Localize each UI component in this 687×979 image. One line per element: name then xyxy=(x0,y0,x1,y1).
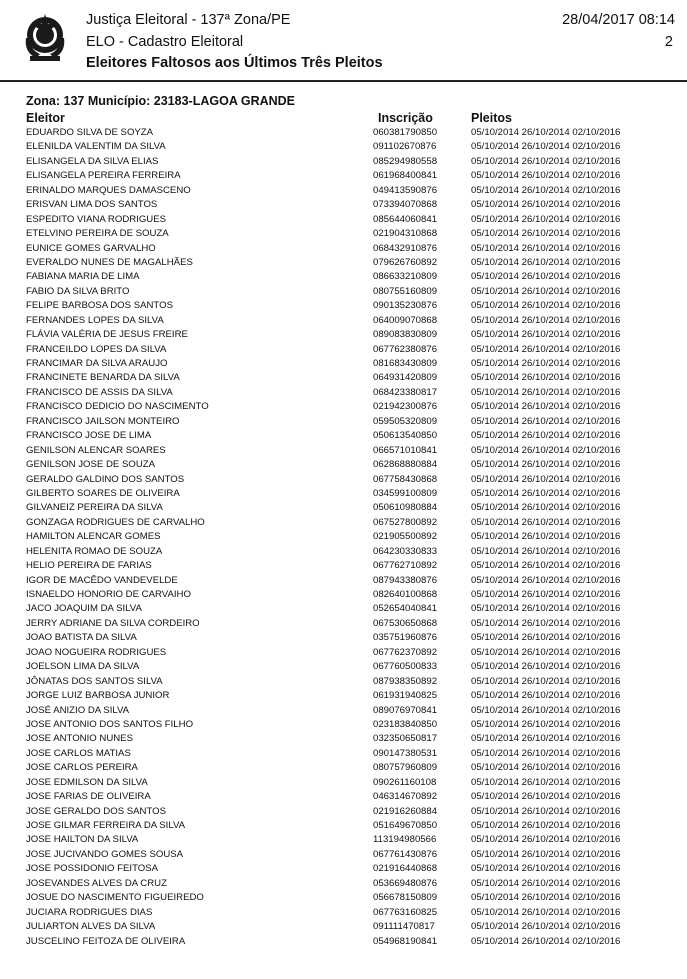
table-row xyxy=(0,429,687,443)
table-row xyxy=(0,877,687,891)
voter-name: JOSE ANTONIO NUNES xyxy=(26,733,133,745)
table-row xyxy=(0,458,687,472)
voter-name: HELIO PEREIRA DE FARIAS xyxy=(26,560,152,572)
voter-registration: 090135230876 xyxy=(373,300,438,312)
voter-name: JUCIARA RODRIGUES DIAS xyxy=(26,906,153,918)
voter-name: FABIANA MARIA DE LIMA xyxy=(26,271,140,283)
voter-name: IGOR DE MACÊDO VANDEVELDE xyxy=(26,574,178,586)
voter-registration: 067530650868 xyxy=(373,617,438,629)
voter-registration: 021916260884 xyxy=(373,805,438,817)
voter-name: ELISANGELA DA SILVA ELIAS xyxy=(26,155,159,167)
voter-elections: 05/10/2014 26/10/2014 02/10/2016 xyxy=(471,199,621,211)
voter-registration: 049413590876 xyxy=(373,184,438,196)
voter-name: GERALDO GALDINO DOS SANTOS xyxy=(26,473,185,485)
table-row xyxy=(0,588,687,602)
voter-registration: 089083830809 xyxy=(373,329,438,341)
table-row xyxy=(0,660,687,674)
table-row xyxy=(0,935,687,949)
voter-registration: 089076970841 xyxy=(373,704,438,716)
table-row xyxy=(0,140,687,154)
table-row xyxy=(0,270,687,284)
voter-elections: 05/10/2014 26/10/2014 02/10/2016 xyxy=(471,646,621,658)
voter-name: EVERALDO NUNES DE MAGALHÃES xyxy=(26,256,193,268)
table-row xyxy=(0,559,687,573)
table-row xyxy=(0,732,687,746)
table-row xyxy=(0,155,687,169)
voter-name: JOSUE DO NASCIMENTO FIGUEIREDO xyxy=(26,892,204,904)
table-row xyxy=(0,891,687,905)
voter-registration: 021905500892 xyxy=(373,531,438,543)
voter-elections: 05/10/2014 26/10/2014 02/10/2016 xyxy=(471,300,621,312)
voter-elections: 05/10/2014 26/10/2014 02/10/2016 xyxy=(471,271,621,283)
coat-of-arms-icon xyxy=(22,8,68,66)
voter-name: ERINALDO MARQUES DAMASCENO xyxy=(26,184,191,196)
table-row xyxy=(0,285,687,299)
voter-elections: 05/10/2014 26/10/2014 02/10/2016 xyxy=(471,574,621,586)
voter-elections: 05/10/2014 26/10/2014 02/10/2016 xyxy=(471,228,621,240)
voter-name: ETELVINO PEREIRA DE SOUZA xyxy=(26,228,169,240)
page-number: 2 xyxy=(664,34,673,50)
table-row xyxy=(0,444,687,458)
report-title: Eleitores Faltosos aos Últimos Três Pleitos xyxy=(86,55,383,71)
voter-elections: 05/10/2014 26/10/2014 02/10/2016 xyxy=(471,848,621,860)
table-row xyxy=(0,299,687,313)
voter-registration: 068432910876 xyxy=(373,242,438,254)
voter-registration: 066571010841 xyxy=(373,444,438,456)
voter-name: JOSE CARLOS PEREIRA xyxy=(26,762,138,774)
voter-elections: 05/10/2014 26/10/2014 02/10/2016 xyxy=(471,805,621,817)
table-row xyxy=(0,386,687,400)
voter-name: JOAO NOGUEIRA RODRIGUES xyxy=(26,646,167,658)
voter-registration: 061968400841 xyxy=(373,170,438,182)
table-row xyxy=(0,718,687,732)
table-row xyxy=(0,617,687,631)
voter-registration: 080757960809 xyxy=(373,762,438,774)
voter-elections: 05/10/2014 26/10/2014 02/10/2016 xyxy=(471,632,621,644)
voter-name: FLÁVIA VALÉRIA DE JESUS FREIRE xyxy=(26,329,188,341)
voter-registration: 086633210809 xyxy=(373,271,438,283)
voter-registration: 087943380876 xyxy=(373,574,438,586)
table-row xyxy=(0,631,687,645)
table-row xyxy=(0,545,687,559)
voter-name: GILBERTO SOARES DE OLIVEIRA xyxy=(26,487,180,499)
voter-name: ELENILDA VALENTIM DA SILVA xyxy=(26,141,166,153)
voter-name: GILVANEIZ PEREIRA DA SILVA xyxy=(26,502,163,514)
voter-name: JOSE JUCIVANDO GOMES SOUSA xyxy=(26,848,184,860)
table-row xyxy=(0,473,687,487)
voter-registration: 052654040841 xyxy=(373,603,438,615)
table-row xyxy=(0,516,687,530)
voter-elections: 05/10/2014 26/10/2014 02/10/2016 xyxy=(471,170,621,182)
voter-elections: 05/10/2014 26/10/2014 02/10/2016 xyxy=(471,545,621,557)
voter-registration: 061931940825 xyxy=(373,690,438,702)
voter-registration: 067760500833 xyxy=(373,661,438,673)
table-row xyxy=(0,357,687,371)
voter-list xyxy=(0,126,687,949)
voter-registration: 087938350892 xyxy=(373,675,438,687)
voter-name: JÔNATAS DOS SANTOS SILVA xyxy=(26,675,163,687)
voter-registration: 113194980566 xyxy=(373,834,437,846)
voter-registration: 067761430876 xyxy=(373,848,438,860)
voter-registration: 068423380817 xyxy=(373,386,438,398)
voter-registration: 056678150809 xyxy=(373,892,438,904)
voter-name: EUNICE GOMES GARVALHO xyxy=(26,242,156,254)
table-row xyxy=(0,343,687,357)
voter-name: JOSEVANDES ALVES DA CRUZ xyxy=(26,877,167,889)
voter-elections: 05/10/2014 26/10/2014 02/10/2016 xyxy=(471,184,621,196)
column-header-eleitor: Eleitor xyxy=(26,111,65,125)
report-date: 28/04/2017 08:14 xyxy=(562,12,675,28)
voter-elections: 05/10/2014 26/10/2014 02/10/2016 xyxy=(471,358,621,369)
voter-elections: 05/10/2014 26/10/2014 02/10/2016 xyxy=(471,935,621,947)
voter-name: FERNANDES LOPES DA SILVA xyxy=(26,314,164,326)
voter-name: HAMILTON ALENCAR GOMES xyxy=(26,531,161,543)
voter-elections: 05/10/2014 26/10/2014 02/10/2016 xyxy=(471,603,621,615)
table-row xyxy=(0,501,687,515)
voter-elections: 05/10/2014 26/10/2014 02/10/2016 xyxy=(471,141,621,153)
table-row xyxy=(0,819,687,833)
voter-elections: 05/10/2014 26/10/2014 02/10/2016 xyxy=(471,415,621,427)
voter-elections: 05/10/2014 26/10/2014 02/10/2016 xyxy=(471,733,621,745)
table-row xyxy=(0,227,687,241)
voter-registration: 079626760892 xyxy=(373,256,438,268)
table-row xyxy=(0,400,687,414)
table-row xyxy=(0,776,687,790)
voter-registration: 067758430868 xyxy=(373,473,438,485)
table-row xyxy=(0,213,687,227)
header-system: ELO - Cadastro Eleitoral xyxy=(86,34,244,50)
voter-elections: 05/10/2014 26/10/2014 02/10/2016 xyxy=(471,329,621,341)
voter-name: FRANCISCO DEDICIO DO NASCIMENTO xyxy=(26,401,209,413)
voter-elections: 05/10/2014 26/10/2014 02/10/2016 xyxy=(471,690,621,702)
voter-registration: 091111470817 xyxy=(373,921,435,933)
voter-name: GENILSON JOSE DE SOUZA xyxy=(26,459,156,471)
voter-elections: 05/10/2014 26/10/2014 02/10/2016 xyxy=(471,762,621,774)
voter-registration: 021916440868 xyxy=(373,863,438,875)
table-row xyxy=(0,256,687,270)
voter-name: JOSE GILMAR FERREIRA DA SILVA xyxy=(26,820,186,831)
column-header-inscricao: Inscrição xyxy=(378,111,433,125)
voter-name: ESPEDITO VIANA RODRIGUES xyxy=(26,213,167,225)
voter-registration: 064931420809 xyxy=(373,372,438,384)
voter-elections: 05/10/2014 26/10/2014 02/10/2016 xyxy=(471,285,621,297)
voter-name: EDUARDO SILVA DE SOYZA xyxy=(26,127,154,138)
table-row xyxy=(0,675,687,689)
voter-elections: 05/10/2014 26/10/2014 02/10/2016 xyxy=(471,127,621,138)
voter-elections: 05/10/2014 26/10/2014 02/10/2016 xyxy=(471,921,621,933)
table-row xyxy=(0,906,687,920)
voter-name: ERISVAN LIMA DOS SANTOS xyxy=(26,199,158,211)
voter-elections: 05/10/2014 26/10/2014 02/10/2016 xyxy=(471,213,621,225)
voter-registration: 080755160809 xyxy=(373,285,438,297)
table-row xyxy=(0,761,687,775)
table-row xyxy=(0,242,687,256)
voter-name: JOSÉ ANIZIO DA SILVA xyxy=(26,704,130,716)
voter-name: GENILSON ALENCAR SOARES xyxy=(26,444,166,456)
voter-name: GONZAGA RODRIGUES DE CARVALHO xyxy=(26,516,205,528)
voter-elections: 05/10/2014 26/10/2014 02/10/2016 xyxy=(471,372,621,384)
voter-registration: 032350650817 xyxy=(373,733,438,745)
voter-registration: 064230330833 xyxy=(373,545,438,557)
table-row xyxy=(0,530,687,544)
voter-elections: 05/10/2014 26/10/2014 02/10/2016 xyxy=(471,820,621,831)
voter-registration: 082640100868 xyxy=(373,589,438,600)
voter-elections: 05/10/2014 26/10/2014 02/10/2016 xyxy=(471,386,621,398)
table-row xyxy=(0,184,687,198)
table-row xyxy=(0,574,687,588)
voter-registration: 021942300876 xyxy=(373,401,438,413)
voter-elections: 05/10/2014 26/10/2014 02/10/2016 xyxy=(471,473,621,485)
voter-name: JOSE HAILTON DA SILVA xyxy=(26,834,139,846)
voter-name: JOELSON LIMA DA SILVA xyxy=(26,661,140,673)
voter-registration: 067762380876 xyxy=(373,343,438,355)
voter-name: ELISANGELA PEREIRA FERREIRA xyxy=(26,170,181,182)
voter-registration: 067763160825 xyxy=(373,906,438,918)
voter-elections: 05/10/2014 26/10/2014 02/10/2016 xyxy=(471,401,621,413)
voter-registration: 054968190841 xyxy=(373,935,438,947)
voter-registration: 053669480876 xyxy=(373,877,438,889)
voter-name: FRANCEILDO LOPES DA SILVA xyxy=(26,343,167,355)
voter-name: FRANCISCO JOSE DE LIMA xyxy=(26,430,152,442)
voter-registration: 050610980884 xyxy=(373,502,438,514)
voter-elections: 05/10/2014 26/10/2014 02/10/2016 xyxy=(471,487,621,499)
table-row xyxy=(0,920,687,934)
voter-elections: 05/10/2014 26/10/2014 02/10/2016 xyxy=(471,718,621,730)
voter-registration: 051649670850 xyxy=(373,820,438,831)
voter-registration: 067527800892 xyxy=(373,516,438,528)
voter-elections: 05/10/2014 26/10/2014 02/10/2016 xyxy=(471,747,621,759)
table-row xyxy=(0,862,687,876)
voter-name: JULIARTON ALVES DA SILVA xyxy=(26,921,156,933)
voter-registration: 073394070868 xyxy=(373,199,438,211)
voter-elections: 05/10/2014 26/10/2014 02/10/2016 xyxy=(471,314,621,326)
voter-name: ISNAELDO HONORIO DE CARVAIHO xyxy=(26,589,191,600)
voter-elections: 05/10/2014 26/10/2014 02/10/2016 xyxy=(471,589,621,600)
voter-name: JOAO BATISTA DA SILVA xyxy=(26,632,137,644)
voter-name: JACO JOAQUIM DA SILVA xyxy=(26,603,142,615)
voter-registration: 085294980558 xyxy=(373,155,438,167)
voter-registration: 035751960876 xyxy=(373,632,438,644)
header-institution: Justiça Eleitoral - 137ª Zona/PE xyxy=(86,12,291,28)
voter-name: JOSE ANTONIO DOS SANTOS FILHO xyxy=(26,718,194,730)
voter-registration: 085644060841 xyxy=(373,213,438,225)
voter-elections: 05/10/2014 26/10/2014 02/10/2016 xyxy=(471,459,621,471)
table-row xyxy=(0,328,687,342)
voter-registration: 059505320809 xyxy=(373,415,438,427)
table-row xyxy=(0,314,687,328)
voter-elections: 05/10/2014 26/10/2014 02/10/2016 xyxy=(471,863,621,875)
table-row xyxy=(0,848,687,862)
voter-registration: 091102670876 xyxy=(373,141,437,153)
voter-name: JERRY ADRIANE DA SILVA CORDEIRO xyxy=(26,617,200,629)
voter-elections: 05/10/2014 26/10/2014 02/10/2016 xyxy=(471,892,621,904)
table-row xyxy=(0,833,687,847)
voter-registration: 081683430809 xyxy=(373,358,438,369)
voter-registration: 050613540850 xyxy=(373,430,438,442)
table-row xyxy=(0,126,687,140)
table-row xyxy=(0,805,687,819)
zona-municipio: Zona: 137 Município: 23183-LAGOA GRANDE xyxy=(26,94,296,108)
voter-elections: 05/10/2014 26/10/2014 02/10/2016 xyxy=(471,560,621,572)
voter-elections: 05/10/2014 26/10/2014 02/10/2016 xyxy=(471,675,621,687)
voter-name: FRANCISCO JAILSON MONTEIRO xyxy=(26,415,180,427)
voter-name: HELENITA ROMAO DE SOUZA xyxy=(26,545,163,557)
table-row xyxy=(0,747,687,761)
voter-name: JUSCELINO FEITOZA DE OLIVEIRA xyxy=(26,935,186,947)
voter-elections: 05/10/2014 26/10/2014 02/10/2016 xyxy=(471,242,621,254)
voter-name: FRANCINETE BENARDA DA SILVA xyxy=(26,372,180,384)
table-row xyxy=(0,415,687,429)
voter-elections: 05/10/2014 26/10/2014 02/10/2016 xyxy=(471,661,621,673)
voter-elections: 05/10/2014 26/10/2014 02/10/2016 xyxy=(471,502,621,514)
table-row xyxy=(0,790,687,804)
voter-registration: 090261160108 xyxy=(373,776,437,788)
table-row xyxy=(0,169,687,183)
voter-registration: 064009070868 xyxy=(373,314,438,326)
voter-registration: 067762370892 xyxy=(373,646,438,658)
voter-elections: 05/10/2014 26/10/2014 02/10/2016 xyxy=(471,877,621,889)
voter-registration: 023183840850 xyxy=(373,718,438,730)
voter-elections: 05/10/2014 26/10/2014 02/10/2016 xyxy=(471,791,621,803)
voter-elections: 05/10/2014 26/10/2014 02/10/2016 xyxy=(471,704,621,716)
table-row xyxy=(0,198,687,212)
header-divider xyxy=(0,80,687,82)
voter-elections: 05/10/2014 26/10/2014 02/10/2016 xyxy=(471,617,621,629)
voter-registration: 062868880884 xyxy=(373,459,438,471)
voter-elections: 05/10/2014 26/10/2014 02/10/2016 xyxy=(471,430,621,442)
voter-name: JOSE POSSIDONIO FEITOSA xyxy=(26,863,159,875)
voter-registration: 060381790850 xyxy=(373,127,438,138)
table-row xyxy=(0,602,687,616)
voter-name: JORGE LUIZ BARBOSA JUNIOR xyxy=(26,690,170,702)
voter-name: FRANCIMAR DA SILVA ARAUJO xyxy=(26,358,168,369)
table-row xyxy=(0,487,687,501)
voter-name: FRANCISCO DE ASSIS DA SILVA xyxy=(26,386,173,398)
table-row xyxy=(0,689,687,703)
voter-elections: 05/10/2014 26/10/2014 02/10/2016 xyxy=(471,516,621,528)
voter-elections: 05/10/2014 26/10/2014 02/10/2016 xyxy=(471,906,621,918)
voter-elections: 05/10/2014 26/10/2014 02/10/2016 xyxy=(471,256,621,268)
voter-registration: 090147380531 xyxy=(373,747,438,759)
column-header-pleitos: Pleitos xyxy=(471,111,512,125)
voter-registration: 021904310868 xyxy=(373,228,438,240)
voter-elections: 05/10/2014 26/10/2014 02/10/2016 xyxy=(471,776,621,788)
voter-registration: 067762710892 xyxy=(373,560,438,572)
table-row xyxy=(0,704,687,718)
report-header xyxy=(0,0,687,80)
table-row xyxy=(0,646,687,660)
voter-elections: 05/10/2014 26/10/2014 02/10/2016 xyxy=(471,444,621,456)
voter-name: FABIO DA SILVA BRITO xyxy=(26,285,130,297)
voter-name: JOSE GERALDO DOS SANTOS xyxy=(26,805,167,817)
voter-name: JOSE EDMILSON DA SILVA xyxy=(26,776,148,788)
voter-name: JOSE CARLOS MATIAS xyxy=(26,747,131,759)
voter-registration: 034599100809 xyxy=(373,487,438,499)
voter-name: FELIPE BARBOSA DOS SANTOS xyxy=(26,300,173,312)
voter-registration: 046314670892 xyxy=(373,791,438,803)
voter-elections: 05/10/2014 26/10/2014 02/10/2016 xyxy=(471,834,621,846)
voter-elections: 05/10/2014 26/10/2014 02/10/2016 xyxy=(471,155,621,167)
voter-name: JOSE FARIAS DE OLIVEIRA xyxy=(26,791,151,803)
voter-elections: 05/10/2014 26/10/2014 02/10/2016 xyxy=(471,343,621,355)
table-row xyxy=(0,371,687,385)
voter-elections: 05/10/2014 26/10/2014 02/10/2016 xyxy=(471,531,621,543)
